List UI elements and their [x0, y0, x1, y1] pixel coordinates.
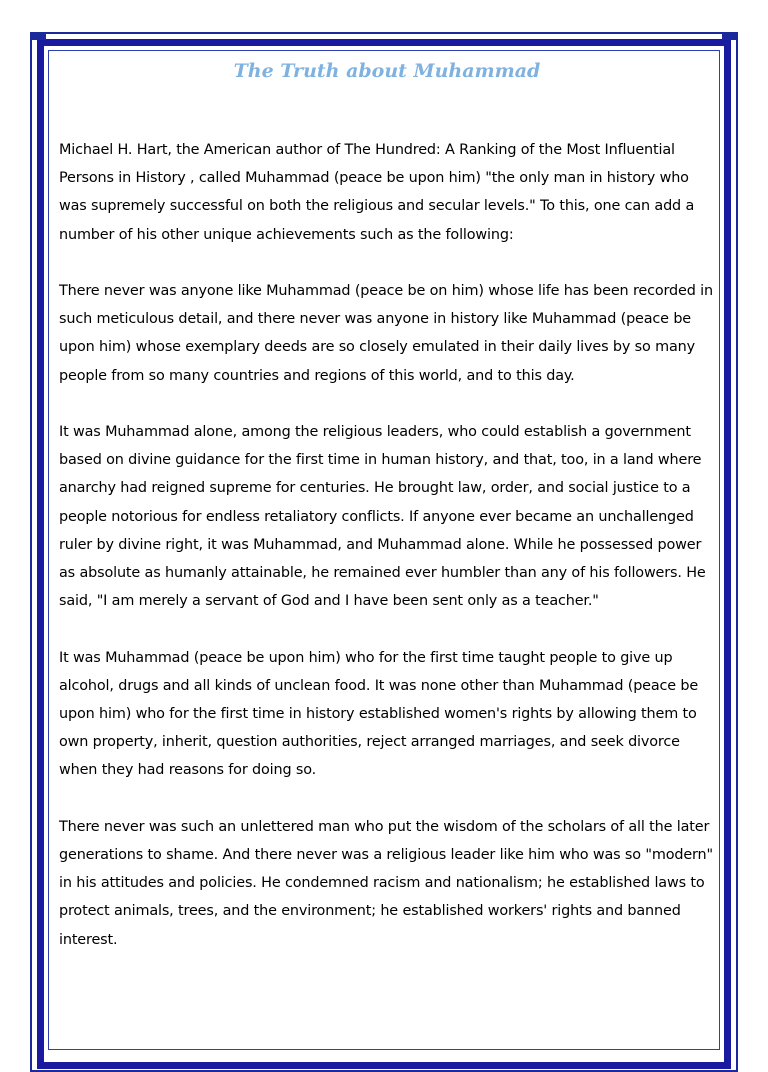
- border-corner-ornament: [30, 32, 46, 40]
- paragraph: It was Muhammad (peace be upon him) who for the first time taught people to give up alcohol, drugs and all kinds of unclean food. It was none other than Muhammad (peace be upon him) who for the first time in history established women's rights by allowing them to own property, inherit, question authorities, reject arranged marriages, and seek divorce when they had reasons for doing so.: [59, 649, 699, 779]
- paragraph: It was Muhammad alone, among the religious leaders, who could establish a government based on divine guidance for the first time in human history, and that, too, in a land where anarchy had reigned supreme for centuries. He brought law, order, and social justice to a people notorious for endless retaliatory conflicts. If anyone ever became an unchallenged ruler by divine right, it was Muhammad, and Muhammad alone. While he possessed power as absolute as humanly attainable, he remained ever humbler than any of his followers. He said, "I am merely a servant of God and I have been sent only as a teacher.": [59, 424, 706, 610]
- page-title: The Truth about Muhammad: [233, 60, 541, 82]
- document-page: [59, 58, 715, 982]
- border-corner-ornament: [722, 32, 738, 40]
- paragraph: There never was such an unlettered man who put the wisdom of the scholars of all the later generations to shame. And there never was a religious leader like him who was so "modern" in his attitudes and policies. He condemned racism and nationalism; he established laws to protect animals, trees, and the environment; he established workers' rights and banned interest.: [59, 818, 713, 948]
- paragraph: There never was anyone like Muhammad (peace be on him) whose life has been recorded in such meticulous detail, and there never was anyone in history like Muhammad (peace be upon him) whose exemplary deeds are so closely emulated in their daily lives by so many people from so many countries and regions of this world, and to this day.: [59, 283, 713, 384]
- paragraph: Michael H. Hart, the American author of The Hundred: A Ranking of the Most Influential Persons in History , called Muhammad (peace be upon him) "the only man in history who was supremely successful on both the religious and secular levels." To this, one can add a number of his other unique achievements such as the following:: [59, 142, 695, 243]
